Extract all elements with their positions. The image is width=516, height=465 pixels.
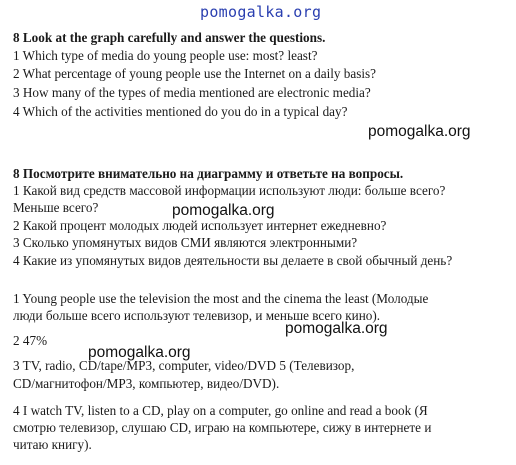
watermark-3: pomogalka.org — [285, 320, 388, 337]
answer-1-line-1: 1 Young people use the television the most and the cinema the least (Молодые — [13, 291, 429, 306]
answer-4-line-3: читаю книгу). — [13, 437, 92, 452]
english-question-2: 2 What percentage of young people use the Internet on a daily basis? — [13, 66, 377, 81]
english-question-1: 1 Which type of media do young people use: most? least? — [13, 48, 318, 63]
russian-heading: 8 Посмотрите внимательно на диаграмму и ответьте на вопросы. — [13, 166, 404, 181]
english-question-3: 3 How many of the types of media mentioned are electronic media? — [13, 85, 371, 100]
answer-2: 2 47% — [13, 333, 48, 348]
english-question-4: 4 Which of the activities mentioned do you do in a typical day? — [13, 104, 348, 119]
answer-3-line-1: 3 TV, radio, CD/tape/MP3, computer, video/DVD 5 (Телевизор, — [13, 358, 355, 373]
russian-question-2: 2 Какой процент молодых людей использует интернет ежедневно? — [13, 218, 387, 233]
russian-question-3: 3 Сколько упомянутых видов СМИ являются электронными? — [13, 235, 358, 250]
russian-question-1-cont: Меньше всего? — [13, 200, 99, 215]
watermark-4: pomogalka.org — [88, 344, 191, 361]
watermark-top: pomogalka.org — [200, 3, 322, 21]
watermark-1: pomogalka.org — [368, 123, 471, 140]
watermark-2: pomogalka.org — [172, 202, 275, 219]
english-heading: 8 Look at the graph carefully and answer the questions. — [13, 30, 326, 45]
answer-4-line-1: 4 I watch TV, listen to a CD, play on a computer, go online and read a book (Я — [13, 403, 428, 418]
answer-1-line-2: люди больше всего используют телевизор, и меньше всего кино). — [13, 308, 381, 323]
answer-3-line-2: CD/магнитофон/MP3, компьютер, видео/DVD). — [13, 376, 280, 391]
russian-question-1: 1 Какой вид средств массовой информации используют люди: больше всего? — [13, 183, 446, 198]
russian-question-4: 4 Какие из упомянутых видов деятельности вы делаете в свой обычный день? — [13, 253, 453, 268]
answer-4-line-2: смотрю телевизор, слушаю CD, играю на компьютере, сижу в интернете и — [13, 420, 432, 435]
